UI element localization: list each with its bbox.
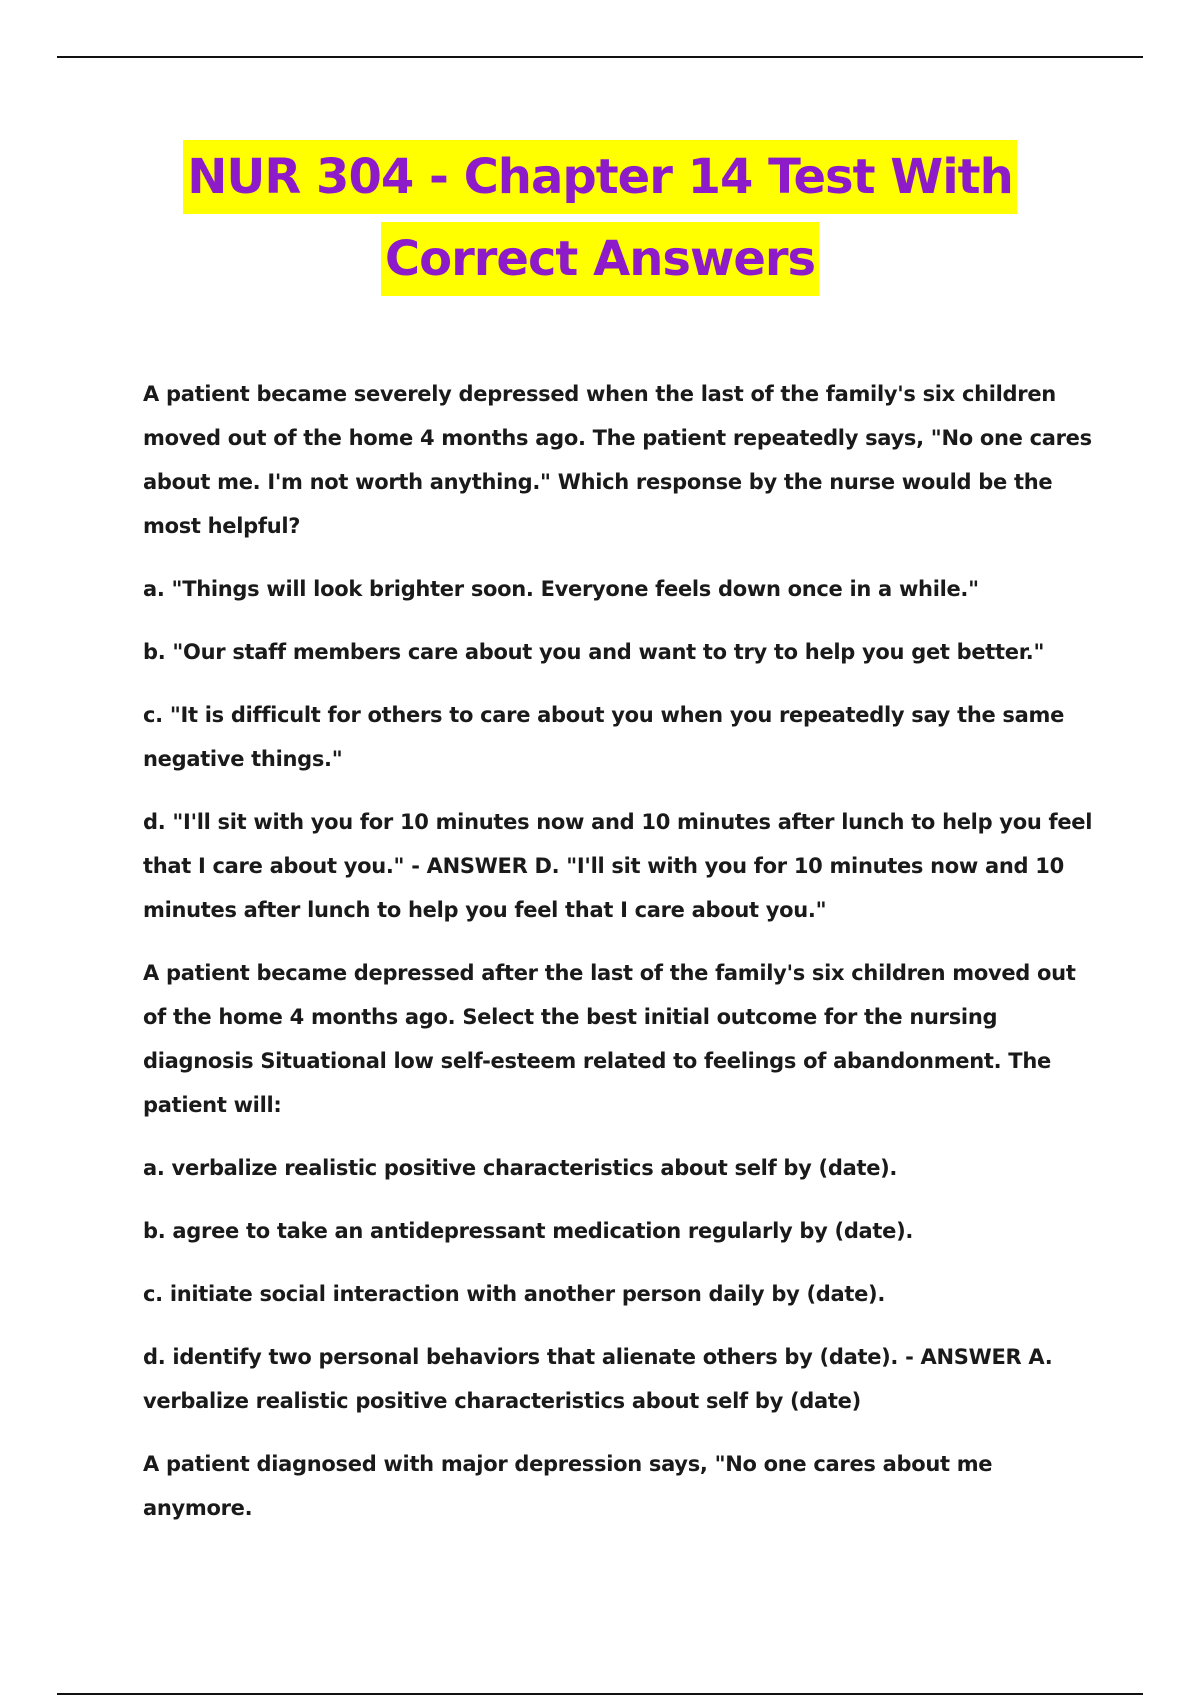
question-1-option-d-answer: d. "I'll sit with you for 10 minutes now and 10 minutes after lunch to help you feel that I care about you." - ANSWER D. "I'll sit with you for 10 minutes now and 10 minutes after lunch to help you feel that I care about you." — [143, 810, 1093, 922]
question-1-option-b: b. "Our staff members care about you and want to try to help you get better." — [143, 640, 1045, 664]
question-1-option-c: c. "It is difficult for others to care about you when you repeatedly say the same negative things." — [143, 703, 1065, 771]
question-2-stem: A patient became depressed after the last of the family's six children moved out of the home 4 months ago. Select the best initial outcome for the nursing diagnosis Situational low self-esteem related to feelings of abandonment. The patient will: — [143, 961, 1076, 1117]
question-2-option-b: b. agree to take an antidepressant medication regularly by (date). — [143, 1219, 914, 1243]
question-1-option-a: a. "Things will look brighter soon. Everyone feels down once in a while." — [143, 577, 979, 601]
question-2-option-d-answer: d. identify two personal behaviors that alienate others by (date). - ANSWER A. verbalize realistic positive characteristics about self by (date) — [143, 1345, 1053, 1413]
footer-rule — [57, 1693, 1143, 1695]
question-3-stem: A patient diagnosed with major depression says, "No one cares about me anymore. — [143, 1452, 993, 1520]
header-rule — [57, 56, 1143, 58]
question-2-option-a: a. verbalize realistic positive characteristics about self by (date). — [143, 1156, 898, 1180]
title-line-1: NUR 304 - Chapter 14 Test With — [183, 140, 1017, 214]
document-title — [0, 140, 1200, 296]
question-2-option-c: c. initiate social interaction with another person daily by (date). — [143, 1282, 886, 1306]
title-line-2: Correct Answers — [381, 222, 819, 296]
question-1-stem: A patient became severely depressed when the last of the family's six children moved out of the home 4 months ago. The patient repeatedly says, "No one cares about me. I'm not worth anything." Which response by the nurse would be the most helpful? — [143, 382, 1092, 538]
document-body — [143, 372, 1103, 1549]
